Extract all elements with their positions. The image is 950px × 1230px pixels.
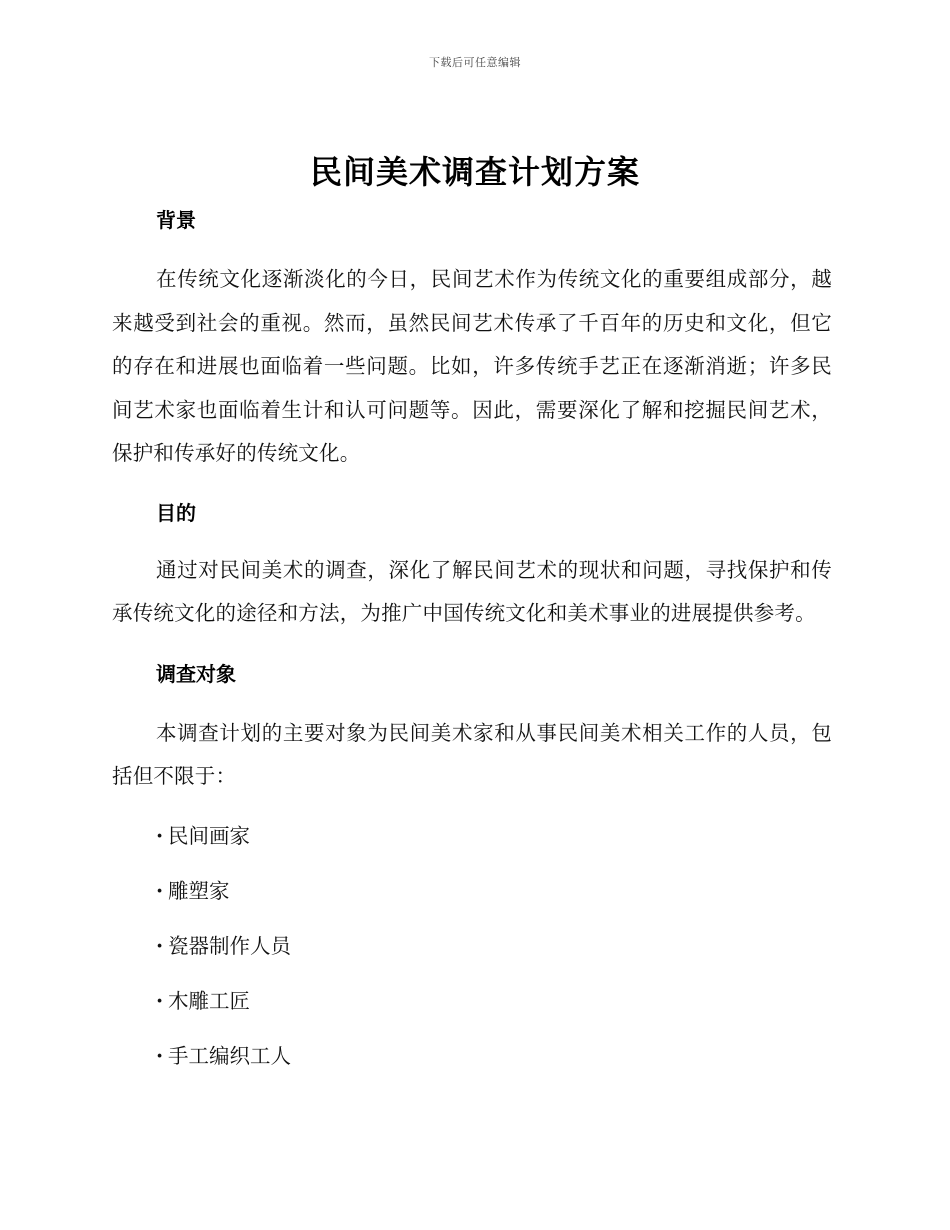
list-item: [112, 809, 832, 864]
document-title: 民间美术调查计划方案: [309, 153, 640, 191]
bullet-mark: ·: [156, 988, 164, 1013]
list-item-text: 雕塑家: [168, 878, 230, 903]
bullet-mark: ·: [156, 933, 164, 958]
bullet-mark: ·: [156, 1043, 164, 1068]
paragraph-goal: 通过对民间美术的调查，深化了解民间艺术的现状和问题，寻找保护和传承传统文化的途径和方法，为推广中国传统文化和美术事业的进展提供参考。: [112, 557, 832, 625]
bullet-mark: ·: [156, 823, 164, 848]
list-item: [112, 974, 832, 1029]
paragraph-background: 在传统文化逐渐淡化的今日，民间艺术作为传统文化的重要组成部分，越来越受到社会的重视。然而，虽然民间艺术传承了千百年的历史和文化，但它的存在和进展也面临着一些问题。比如，许多传统手艺正在逐渐消逝；许多民间艺术家也面临着生计和认可问题等。因此，需要深化了解和挖掘民间艺术，保护和传承好的传统文化。: [112, 267, 832, 465]
list-item: [112, 864, 832, 919]
list-item-text: 民间画家: [168, 823, 250, 848]
list-item-text: 木雕工匠: [168, 988, 250, 1013]
page-header-note: 下载后可任意编辑: [429, 56, 521, 69]
subjects-list: [112, 809, 832, 1084]
list-item: [112, 919, 832, 974]
section-heading-background: 背景: [156, 208, 196, 232]
section-heading-subjects: 调查对象: [156, 661, 236, 686]
document-body: [112, 204, 832, 1084]
list-item: [112, 1029, 832, 1084]
paragraph-subjects: 本调查计划的主要对象为民间美术家和从事民间美术相关工作的人员，包括但不限于：: [112, 720, 832, 788]
bullet-mark: ·: [156, 878, 164, 903]
list-item-text: 瓷器制作人员: [168, 933, 291, 958]
list-item-text: 手工编织工人: [168, 1043, 291, 1068]
section-heading-goal: 目的: [156, 500, 196, 525]
